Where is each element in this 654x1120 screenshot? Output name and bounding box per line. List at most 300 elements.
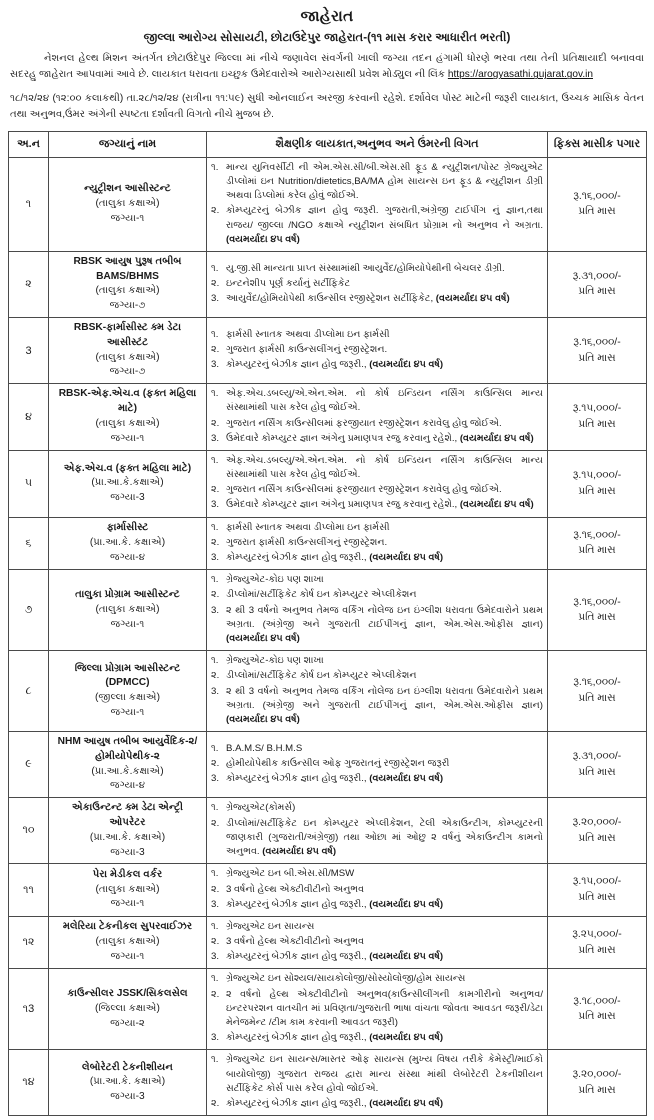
qualification-body: 3 વર્ષનો હેલ્થ એક્ટીવીટીનો અનુભવ bbox=[226, 883, 365, 895]
column-header-salary: ફિક્સ માસીક પગાર bbox=[548, 132, 647, 157]
qualification-item bbox=[211, 898, 543, 912]
cell-serial: ૯ bbox=[9, 732, 49, 798]
qualification-text bbox=[226, 521, 543, 535]
post-title: NHM આયુષ તબીબ આયુર્વેદિક-૨/ હોમીયોપેથીક-૨ bbox=[57, 736, 198, 762]
salary-period: પ્રતિ માસ bbox=[578, 892, 616, 904]
qualification-number: ૨. bbox=[211, 205, 220, 217]
post-title: RBSK-એફ.એચ.વ (ફક્ત મહિલા માટે) bbox=[58, 388, 197, 415]
qualification-body: ઉમેદવારે કોમ્પ્યુટર જ્ઞાન અંગેનુ પ્રમાણપત્ર રજુ કરવાનુ રહેશે., bbox=[226, 432, 458, 444]
qualification-number: 3. bbox=[211, 685, 220, 697]
qualification-number: 3. bbox=[211, 898, 220, 910]
qualification-number: ૨. bbox=[211, 670, 220, 682]
qualification-text bbox=[226, 204, 543, 247]
salary-amount: રૂ.૧૬,૦૦૦/- bbox=[573, 596, 621, 608]
qualification-number: 3. bbox=[211, 773, 220, 785]
column-header-serial: અ.ન bbox=[9, 132, 49, 157]
cell-salary bbox=[548, 651, 647, 732]
qualification-text bbox=[226, 551, 543, 565]
salary-period: પ્રતિ માસ bbox=[578, 485, 616, 497]
salary-period: પ્રતિ માસ bbox=[578, 206, 616, 218]
post-title: તાલુકા પ્રોગ્રામ આસીસ્ટન્ટ bbox=[75, 588, 180, 600]
age-limit-note: (વયમર્યાદા ૪૫ વર્ષ) bbox=[369, 1097, 444, 1109]
qualification-list bbox=[211, 867, 543, 912]
qualification-text bbox=[226, 483, 543, 497]
qualification-item bbox=[211, 817, 543, 860]
qualification-text bbox=[226, 292, 543, 306]
qualification-body: ગ્રેજ્યુએટ ઇન સોશ્યલ/સાયકોલોજી/સોસ્યોલોજી/હોમ સાયન્સ bbox=[226, 973, 466, 985]
post-location: (જીલ્લા કક્ષાએ) bbox=[94, 692, 161, 704]
cell-post-name bbox=[49, 651, 207, 732]
table-row bbox=[9, 798, 647, 864]
arogyasathi-link[interactable]: https://arogyasathi.gujarat.gov.in bbox=[447, 69, 593, 81]
salary-period: પ્રતિ માસ bbox=[578, 766, 616, 778]
age-limit-note: (વયમર્યાદા ૪૫ વર્ષ) bbox=[369, 773, 444, 785]
qualification-text bbox=[226, 883, 543, 897]
cell-post-name bbox=[49, 157, 207, 251]
qualification-number: ૨. bbox=[211, 936, 220, 948]
qualification-number: ૧. bbox=[211, 521, 219, 533]
qualification-item bbox=[211, 161, 543, 204]
qualification-number: 3. bbox=[211, 499, 220, 511]
qualification-item bbox=[211, 801, 543, 815]
salary-amount: રૂ.૩૧,૦૦૦/- bbox=[572, 751, 622, 763]
age-limit-note: (વયમર્યાદા ૪૫ વર્ષ) bbox=[369, 1032, 444, 1044]
qualification-body: કોમ્પ્યુટરનું બેઝીક જ્ઞાન હોવુ જરૂરી., bbox=[226, 898, 367, 910]
qualification-body: ગ્રેજ્યુએટ-કોઇ પણ શાખા bbox=[226, 655, 324, 667]
qualification-text bbox=[226, 387, 543, 415]
age-limit-note: (વયમર્યાદા ૪૫ વર્ષ) bbox=[226, 632, 300, 644]
salary-amount: રૂ.૨૫,૦૦૦/- bbox=[572, 929, 622, 941]
post-location: (પ્રા.આ.કે.કક્ષાએ) bbox=[91, 765, 164, 777]
qualification-number: ૨. bbox=[211, 277, 220, 289]
post-location: (તાલુકા કક્ષાએ) bbox=[95, 418, 160, 429]
post-vacancy-count: જગ્યા-૧ bbox=[110, 618, 145, 630]
cell-salary bbox=[548, 157, 647, 251]
qualification-body: ગ્રેજ્યુએટ ઇન સાયન્સ bbox=[226, 920, 315, 932]
cell-qualification bbox=[207, 798, 548, 864]
post-location: (તાલુકા કક્ષાએ) bbox=[95, 883, 160, 895]
qualification-number: ૨. bbox=[211, 536, 220, 548]
qualification-item bbox=[211, 204, 543, 247]
table-header-row bbox=[9, 132, 647, 157]
qualification-body: ફાર્મસી સ્નાતક અથવા ડીપ્લોમા ઇન ફાર્મસી bbox=[226, 328, 390, 340]
qualification-text bbox=[226, 801, 543, 815]
salary-amount: રૂ.૩૧,૦૦૦/- bbox=[572, 270, 622, 282]
qualification-item bbox=[211, 972, 543, 986]
qualification-list bbox=[211, 454, 543, 513]
qualification-number: 3. bbox=[211, 359, 220, 371]
table-body bbox=[9, 157, 647, 1115]
qualification-body: ગ્રેજ્યુએટ ઇન બી.એસ.સી/MSW bbox=[226, 868, 355, 880]
table-row bbox=[9, 517, 647, 570]
qualification-text bbox=[226, 898, 543, 912]
qualification-text bbox=[226, 920, 543, 934]
cell-qualification bbox=[207, 517, 548, 570]
cell-salary bbox=[548, 450, 647, 517]
cell-salary bbox=[548, 318, 647, 384]
qualification-number: ૨. bbox=[211, 589, 220, 601]
qualification-text bbox=[226, 757, 543, 771]
salary-amount: રૂ.૨૦,૦૦૦/- bbox=[572, 1069, 622, 1081]
table-row bbox=[9, 1050, 647, 1116]
post-location: (જિલ્લા કક્ષાએ) bbox=[95, 1003, 160, 1015]
qualification-list bbox=[211, 262, 543, 307]
qualification-number: ૧. bbox=[211, 1054, 219, 1066]
cell-post-name bbox=[49, 384, 207, 451]
qualification-body: એફ.એચ.ડબલ્યુ/એ.એન.એમ. નો કોર્ષ ઇન્ડિયન નર્સિંગ કાઉન્સિલ માન્ય સંસ્થામાંથી પાસ કરેલ હોવુ જોઈએ. bbox=[226, 388, 543, 414]
post-location: (તાલુકા કક્ષાએ) bbox=[95, 936, 160, 948]
cell-serial: ૧ bbox=[9, 157, 49, 251]
qualification-item bbox=[211, 277, 543, 291]
qualification-item bbox=[211, 742, 543, 756]
qualification-item bbox=[211, 1097, 543, 1111]
cell-salary bbox=[548, 916, 647, 969]
post-location: (તાલુકા કક્ષાએ) bbox=[95, 351, 160, 363]
qualification-item bbox=[211, 867, 543, 881]
age-limit-note: (વયમર્યાદા ૪૫ વર્ષ) bbox=[369, 552, 444, 563]
table-row bbox=[9, 864, 647, 917]
age-limit-note: (વયમર્યાદા ૪૫ વર્ષ) bbox=[435, 293, 510, 305]
qualification-number: 3. bbox=[211, 604, 220, 616]
post-vacancy-count: જગ્યા-3 bbox=[110, 492, 145, 504]
qualification-item bbox=[211, 292, 543, 306]
qualification-text bbox=[226, 498, 543, 512]
salary-period: પ્રતિ માસ bbox=[578, 419, 616, 430]
cell-qualification bbox=[207, 651, 548, 732]
qualification-text bbox=[226, 950, 543, 964]
qualification-text bbox=[226, 573, 543, 587]
intro-text-part1: નેશનલ હેલ્થ મિશન અંતર્ગત છોટાઉદેપુર જિલ્લા માં નીચે જણાવેલ સંવર્ગની ખાલી જગ્યા તદન હંગામી ધોરણે ભરવા તથા તેની પ્રતિક્ષાયાદી બનાવવા સદરહુ જાહેરાત આપવામાં આવે છે. લાયકાત ધરાવતા ઇચ્છુક ઉમેદવારોએ આરોગ્યસાથી પ્રવેશ મોડ્યુલ ની લિંક bbox=[10, 53, 644, 81]
post-location: (તાલુકા કક્ષાએ) bbox=[95, 603, 160, 615]
qualification-body: ૨ થી 3 વર્ષનો અનુભવ તેમજ વર્કિંગ નોલેજ ઇન ઇંગ્લીશ ધરાવતા ઉમેદવારોને પ્રથમ અગ્રતા. (અંગ્રેજી અને ગુજરાતી ટાઈપીંગનું જ્ઞાન, એમ.એસ.ઓફીસ જ્ઞાન) bbox=[226, 604, 543, 630]
qualification-list bbox=[211, 161, 543, 247]
qualification-item bbox=[211, 604, 543, 647]
qualification-body: ગ્રેજ્યુએટ ઇન સાયન્સ/માસ્તર ઓફ સાયન્સ (મુખ્ય વિષય તરીકે કેમેસ્ટ્રી/માઈકો બાયોલોજી) ગુજરાત રાજય દ્વારા માન્ય સંસ્થા માંથી લેબોરેટરી ટેકનીશીયન સર્ટીફિકેટ કોર્સ પાસ કરેલ હોવો જોઈએ. bbox=[226, 1054, 543, 1094]
qualification-item bbox=[211, 483, 543, 497]
salary-period: પ્રતિ માસ bbox=[578, 832, 616, 844]
qualification-body: કોમ્પ્યુટરનું બેઝીક જ્ઞાન હોવુ જરૂરી., bbox=[226, 773, 367, 785]
qualification-text bbox=[226, 604, 543, 647]
qualification-body: 3 વર્ષનો હેલ્થ એક્ટીવીટીનો અનુભવ bbox=[226, 936, 365, 948]
qualification-text bbox=[226, 454, 543, 482]
salary-amount: રૂ.૧૬,૦૦૦/- bbox=[573, 190, 621, 202]
qualification-number: ૧. bbox=[211, 262, 219, 274]
table-row bbox=[9, 969, 647, 1050]
table-header bbox=[9, 132, 647, 157]
vacancy-table bbox=[8, 131, 647, 1116]
age-limit-note: (વયમર્યાદા ૪૫ વર્ષ) bbox=[369, 898, 444, 910]
cell-post-name bbox=[49, 1050, 207, 1116]
post-title: ફાર્માસીસ્ટ bbox=[106, 522, 149, 534]
qualification-number: 3. bbox=[211, 951, 220, 963]
salary-amount: રૂ.૧૫,૦૦૦/- bbox=[572, 876, 622, 888]
table-row bbox=[9, 384, 647, 451]
qualification-number: ૧. bbox=[211, 161, 219, 173]
qualification-list bbox=[211, 972, 543, 1045]
column-header-qualification: શૈક્ષણીક લાયકાત,અનુભવ અને ઉંમરની વિગત bbox=[207, 132, 548, 157]
qualification-text bbox=[226, 772, 543, 786]
qualification-number: 3. bbox=[211, 432, 220, 444]
qualification-item bbox=[211, 1053, 543, 1096]
age-limit-note: (વયમર્યાદા ૪૫ વર્ષ) bbox=[226, 233, 300, 245]
salary-period: પ્રતિ માસ bbox=[578, 1011, 616, 1023]
qualification-text bbox=[226, 972, 543, 986]
qualification-list bbox=[211, 573, 543, 646]
cell-qualification bbox=[207, 384, 548, 451]
cell-serial: ૧૦ bbox=[9, 798, 49, 864]
qualification-number: ૨. bbox=[211, 1097, 220, 1109]
qualification-text bbox=[226, 328, 543, 342]
qualification-number: ૨. bbox=[211, 817, 220, 829]
qualification-body: ગુજરાત નર્સિંગ કાઉન્સીલમાં ફરજીયાત રજીસ્ટ્રેશન કરાવેલુ હોવુ જોઈએ. bbox=[226, 484, 502, 496]
qualification-number: ૧. bbox=[211, 454, 219, 466]
qualification-list bbox=[211, 387, 543, 446]
qualification-list bbox=[211, 654, 543, 727]
qualification-body: ફાર્મસી સ્નાતક અથવા ડીપ્લોમા ઇન ફાર્મસી bbox=[226, 521, 390, 533]
salary-period: પ્રતિ માસ bbox=[578, 612, 616, 624]
qualification-number: 3. bbox=[211, 552, 220, 563]
cell-serial: ૮ bbox=[9, 651, 49, 732]
cell-post-name bbox=[49, 251, 207, 317]
salary-amount: રૂ.૧૫,૦૦૦/- bbox=[572, 403, 622, 415]
post-title: એફ.એચ.વ (ફક્ત મહિલા માટે) bbox=[63, 462, 192, 474]
qualification-body: આયુર્વેદ/હોમિયોપેથી કાઉન્સીલ રજીસ્ટ્રેશન સર્ટીફિકેટ, bbox=[226, 293, 434, 305]
cell-qualification bbox=[207, 916, 548, 969]
cell-salary bbox=[548, 864, 647, 917]
qualification-text bbox=[226, 742, 543, 756]
post-title: મલેરિયા ટેકનીકલ સુપરવાઈઝર bbox=[62, 921, 193, 933]
qualification-item bbox=[211, 573, 543, 587]
qualification-body: ડીપ્લોમાં/સર્ટીફિકેટ કોર્ષ ઇન કોમ્પ્યુટર એપ્લીકેશન bbox=[226, 589, 417, 601]
qualification-body: ગ્રેજ્યુએટ(કોમર્સ) bbox=[226, 802, 296, 814]
qualification-text bbox=[226, 432, 543, 446]
page-title: જાહેરાત bbox=[300, 8, 354, 25]
qualification-number: ૧. bbox=[211, 655, 219, 667]
cell-serial: ૪ bbox=[9, 384, 49, 451]
post-vacancy-count: જગ્યા-૭ bbox=[109, 300, 146, 312]
cell-serial: ૧3 bbox=[9, 969, 49, 1050]
table-row bbox=[9, 251, 647, 317]
qualification-body: ગુજરાત નર્સિંગ કાઉન્સીલમાં ફરજીયાત રજીસ્ટ્રેશન કરાવેલુ હોવુ જોઈએ. bbox=[226, 417, 502, 429]
post-vacancy-count: જગ્યા-૪ bbox=[109, 780, 146, 792]
qualification-body: કોમ્પ્યુટરનું બેઝીક જ્ઞાન હોવુ જરૂરી., bbox=[226, 1032, 367, 1044]
cell-salary bbox=[548, 798, 647, 864]
qualification-number: ૨. bbox=[211, 484, 220, 496]
qualification-list bbox=[211, 920, 543, 965]
cell-post-name bbox=[49, 318, 207, 384]
qualification-number: ૧. bbox=[211, 973, 219, 985]
post-vacancy-count: જગ્યા-૧ bbox=[110, 212, 145, 224]
qualification-list bbox=[211, 742, 543, 787]
post-title: ન્યુટ્રીશન આસીસ્ટન્ટ bbox=[84, 183, 171, 195]
cell-salary bbox=[548, 1050, 647, 1116]
qualification-number: ૧. bbox=[211, 742, 219, 754]
cell-post-name bbox=[49, 916, 207, 969]
table-row bbox=[9, 157, 647, 251]
qualification-item bbox=[211, 1031, 543, 1045]
qualification-list bbox=[211, 521, 543, 566]
qualification-item bbox=[211, 551, 543, 565]
salary-amount: રૂ.૧૮,૦૦૦/- bbox=[573, 995, 621, 1007]
qualification-body: ડીપ્લોમાં/સર્ટીફિકેટ ઇન કોમ્પ્યુટર એપ્લીકેશન, ટેલી એકાઉન્ટીગ, કોમ્પ્યુટરની જાણકારી (ગુજરાતી/અંગ્રેજી) તથા ઓછા માં ઓછુ ૨ વર્ષનું એકાઉન્ટીગ કામનો અનુભવ. bbox=[226, 817, 543, 857]
cell-qualification bbox=[207, 570, 548, 651]
qualification-body: કોમ્પ્યુટરનું બેઝીક જ્ઞાન હોવુ જરૂરી., bbox=[226, 1097, 367, 1109]
salary-amount: રૂ.૧૬,૦૦૦/- bbox=[573, 677, 621, 689]
cell-post-name bbox=[49, 570, 207, 651]
cell-qualification bbox=[207, 1050, 548, 1116]
age-limit-note: (વયમર્યાદા ૪૫ વર્ષ) bbox=[226, 713, 300, 725]
cell-qualification bbox=[207, 732, 548, 798]
qualification-list bbox=[211, 328, 543, 373]
cell-post-name bbox=[49, 517, 207, 570]
post-location: (તાલુકા કક્ષાએ) bbox=[95, 285, 160, 297]
qualification-number: ૧. bbox=[211, 574, 219, 586]
qualification-item bbox=[211, 521, 543, 535]
qualification-body: ગુજરાત ફાર્મસી કાઉન્સલીંગનું રજીસ્ટ્રેશન. bbox=[226, 343, 388, 355]
qualification-text bbox=[226, 669, 543, 683]
cell-post-name bbox=[49, 732, 207, 798]
qualification-text bbox=[226, 1031, 543, 1045]
qualification-number: ૧. bbox=[211, 388, 219, 400]
post-location: (પ્રા.આ.કે. કક્ષાએ) bbox=[89, 1076, 166, 1088]
table-row bbox=[9, 570, 647, 651]
cell-qualification bbox=[207, 318, 548, 384]
salary-amount: રૂ.૧૬,૦૦૦/- bbox=[573, 529, 621, 541]
qualification-number: 3. bbox=[211, 1032, 220, 1044]
post-title: લેબોરેટરી ટેકનીશીયન bbox=[82, 1061, 173, 1073]
qualification-text bbox=[226, 685, 543, 728]
qualification-list bbox=[211, 1053, 543, 1111]
age-limit-note: (વયમર્યાદા ૪૫ વર્ષ) bbox=[262, 845, 337, 857]
salary-period: પ્રતિ માસ bbox=[578, 693, 616, 705]
qualification-item bbox=[211, 654, 543, 668]
qualification-number: ૧. bbox=[211, 802, 219, 814]
qualification-body: કોમ્પ્યુટરનું બેઝીક જ્ઞાન હોવુ જરૂરી. ગુજરાતી,અંગ્રેજી ટાઈપીંગ નું જ્ઞાન,તથા રાજય/ જીલ્લા /NGO કક્ષાએ ન્યુટ્રીશન સંબધિત પ્રોગ્રામ નો અનુભવ ને અગ્રતા. bbox=[226, 205, 543, 231]
cell-qualification bbox=[207, 251, 548, 317]
cell-serial: ૧૨ bbox=[9, 916, 49, 969]
qualification-number: ૨. bbox=[211, 417, 220, 429]
qualification-item bbox=[211, 757, 543, 771]
cell-qualification bbox=[207, 450, 548, 517]
qualification-item bbox=[211, 328, 543, 342]
age-limit-note: (વયમર્યાદા ૪૫ વર્ષ) bbox=[369, 951, 444, 963]
qualification-item bbox=[211, 387, 543, 415]
cell-serial: 3 bbox=[9, 318, 49, 384]
age-limit-note: (વયમર્યાદા ૪૫ વર્ષ) bbox=[459, 432, 534, 444]
cell-post-name bbox=[49, 450, 207, 517]
post-vacancy-count: જગ્યા-૧ bbox=[110, 951, 145, 963]
cell-serial: ૧૧ bbox=[9, 864, 49, 917]
qualification-text bbox=[226, 536, 543, 550]
qualification-list bbox=[211, 801, 543, 859]
qualification-body: ઉમેદવારે કોમ્પ્યુટર જ્ઞાન અંગેનુ પ્રમાણપત્ર રજુ કરવાનુ રહેશે., bbox=[226, 499, 458, 511]
qualification-body: ઇન્ટનેશીપ પૂર્ણ કર્યાનું સર્ટીફિકેટ bbox=[226, 277, 351, 289]
post-location: (તાલુકા કક્ષાએ) bbox=[95, 197, 160, 209]
qualification-item bbox=[211, 432, 543, 446]
qualification-text bbox=[226, 1053, 543, 1096]
salary-period: પ્રતિ માસ bbox=[578, 352, 616, 364]
qualification-text bbox=[226, 358, 543, 372]
qualification-item bbox=[211, 417, 543, 431]
salary-amount: રૂ.૨૦,૦૦૦/- bbox=[572, 817, 622, 829]
qualification-text bbox=[226, 817, 543, 860]
cell-serial: ૧૪ bbox=[9, 1050, 49, 1116]
qualification-body: ગ્રેજ્યુએટ-કોઇ પણ શાખા bbox=[226, 574, 324, 586]
qualification-number: 3. bbox=[211, 293, 220, 305]
qualification-number: ૧. bbox=[211, 328, 219, 340]
cell-post-name bbox=[49, 864, 207, 917]
cell-post-name bbox=[49, 798, 207, 864]
qualification-body: યુ.જી.સી માન્યતા પ્રાપ્ત સંસ્થામાંથી આયુર્વેદ/હોમિયોપેથીની બેચલર ડીગ્રી. bbox=[226, 262, 505, 274]
qualification-item bbox=[211, 262, 543, 276]
qualification-item bbox=[211, 883, 543, 897]
qualification-item bbox=[211, 920, 543, 934]
post-vacancy-count: જગ્યા-3 bbox=[110, 846, 145, 858]
table-row bbox=[9, 318, 647, 384]
qualification-body: કોમ્પ્યુટરનું બેઝીક જ્ઞાન હોવુ જરૂરી., bbox=[226, 552, 367, 563]
qualification-body: B.A.M.S/ B.H.M.S bbox=[226, 742, 303, 754]
qualification-body: કોમ્પ્યુટરનું બેઝીક જ્ઞાન હોવુ જરૂરી., bbox=[226, 951, 367, 963]
post-vacancy-count: જગ્યા-૧ bbox=[110, 432, 145, 444]
cell-qualification bbox=[207, 864, 548, 917]
qualification-item bbox=[211, 685, 543, 728]
qualification-text bbox=[226, 277, 543, 291]
qualification-item bbox=[211, 588, 543, 602]
qualification-item bbox=[211, 772, 543, 786]
post-title: એકાઉન્ટન્ટ ક્મ ડેટા એન્ટ્રી ઓપરેટર bbox=[71, 802, 184, 828]
page-subtitle: જીલ્લા આરોગ્ય સોસાયટી, છોટાઉદેપુર જાહેરાત-(૧૧ માસ કરાર આધારીત ભરતી) bbox=[143, 30, 511, 44]
post-title: પેરા મેડીકલ વર્કર bbox=[92, 868, 163, 880]
post-vacancy-count: જગ્યા-3 bbox=[110, 1091, 145, 1103]
qualification-item bbox=[211, 343, 543, 357]
qualification-number: ૨. bbox=[211, 343, 220, 355]
post-vacancy-count: જગ્યા-૧ bbox=[110, 898, 145, 910]
cell-salary bbox=[548, 732, 647, 798]
table-row bbox=[9, 732, 647, 798]
qualification-item bbox=[211, 935, 543, 949]
post-location: (પ્રા.આ.કે. કક્ષાએ) bbox=[89, 537, 166, 549]
table-row bbox=[9, 450, 647, 517]
qualification-body: ૨ વર્ષનો હેલ્થ એક્ટીવીટીનો અનુભવ(કાઉન્સીલીંગની કામગીરીનો અનુભવ/ ઇન્ટરપરશન વાતચીત માં પ્રવિણતા/ગુજરાતી ભાષા વાંચતા જોવતા આવડત જરૂરી/ડેટા મેનેજમેન્ટ /ટીમ કામ કરવાની આવડત જરૂરી) bbox=[226, 988, 543, 1028]
post-title: RBSK-ફાર્માસીસ્ટ ક્મ ડેટા આસીસ્ટંટ bbox=[73, 322, 182, 348]
qualification-body: ૨ થી 3 વર્ષનો અનુભવ તેમજ વર્કિંગ નોલેજ ઇન ઇંગ્લીશ ધરાવતા ઉમેદવારોને પ્રથમ અગ્રતા. (અંગ્રેજી અને ગુજરાતી ટાઈપીંગનું જ્ઞાન, એમ.એસ.ઓફીસ જ્ઞાન) bbox=[226, 685, 543, 711]
intro-paragraph-2: ૧૮/૧૨/૨૪ (૧૨:૦૦ કલાકથી) તા.૨૮/૧૨/૨૪ (રાત્રીના ૧૧:૫૯) સુધી ઓનલાઈન અરજી કરવાની રહેશે. દર્શાવેલ પોસ્ટ માટેની જરૂરી લાયકાત, ઉચ્ચક માસિક વેતન તથા અનુભવ,ઉંમર અંગેની સ્પષ્ટતા દર્શાવતી વિગતો નીચે મુજબ છે. bbox=[10, 92, 644, 121]
qualification-number: ૨. bbox=[211, 758, 220, 770]
qualification-number: ૧. bbox=[211, 868, 219, 880]
table-row bbox=[9, 916, 647, 969]
cell-salary bbox=[548, 384, 647, 451]
qualification-text bbox=[226, 867, 543, 881]
qualification-body: માન્ય યુનિવર્સીટી ની એમ.એસ.સી/બી.એસ.સી ફૂડ & ન્યુટ્રીશન/પોસ્ટ ગ્રેજ્યુએટ ડીપ્લોમાં ઇન Nutrition/dietetics,BA/MA હોમ સાયન્સ ઇન ફૂડ & ન્યુટ્રીશન ડીગ્રી અથવા ડિપ્લોમાં કરેલ હોવું જોઈએ. bbox=[226, 161, 543, 202]
salary-amount: રૂ.૧૫,૦૦૦/- bbox=[572, 470, 622, 482]
qualification-number: ૨. bbox=[211, 883, 220, 895]
column-header-post-name: જગ્યાનું નામ bbox=[49, 132, 207, 157]
qualification-text bbox=[226, 343, 543, 357]
qualification-text bbox=[226, 588, 543, 602]
post-title: RBSK આયુષ પુરૂષ તબીબ BAMS/BHMS bbox=[73, 255, 182, 282]
qualification-text bbox=[226, 654, 543, 668]
post-location: (પ્રા.આ.કે.કક્ષાએ) bbox=[91, 477, 164, 489]
qualification-body: હોમીયોપેથીક કાઉન્સીલ ઓફ ગુજરાતનું રજીસ્ટ્રેશન જરૂરી bbox=[226, 758, 450, 770]
qualification-text bbox=[226, 1097, 543, 1111]
qualification-item bbox=[211, 669, 543, 683]
qualification-number: ૧. bbox=[211, 920, 219, 932]
cell-serial: ૭ bbox=[9, 570, 49, 651]
cell-qualification bbox=[207, 969, 548, 1050]
qualification-body: ડીપ્લોમાં/સર્ટીફિકેટ કોર્ષ ઇન કોમ્પ્યુટર એપ્લીકેશન bbox=[226, 670, 417, 682]
qualification-item bbox=[211, 358, 543, 372]
post-vacancy-count: જગ્યા-૪ bbox=[109, 551, 146, 563]
